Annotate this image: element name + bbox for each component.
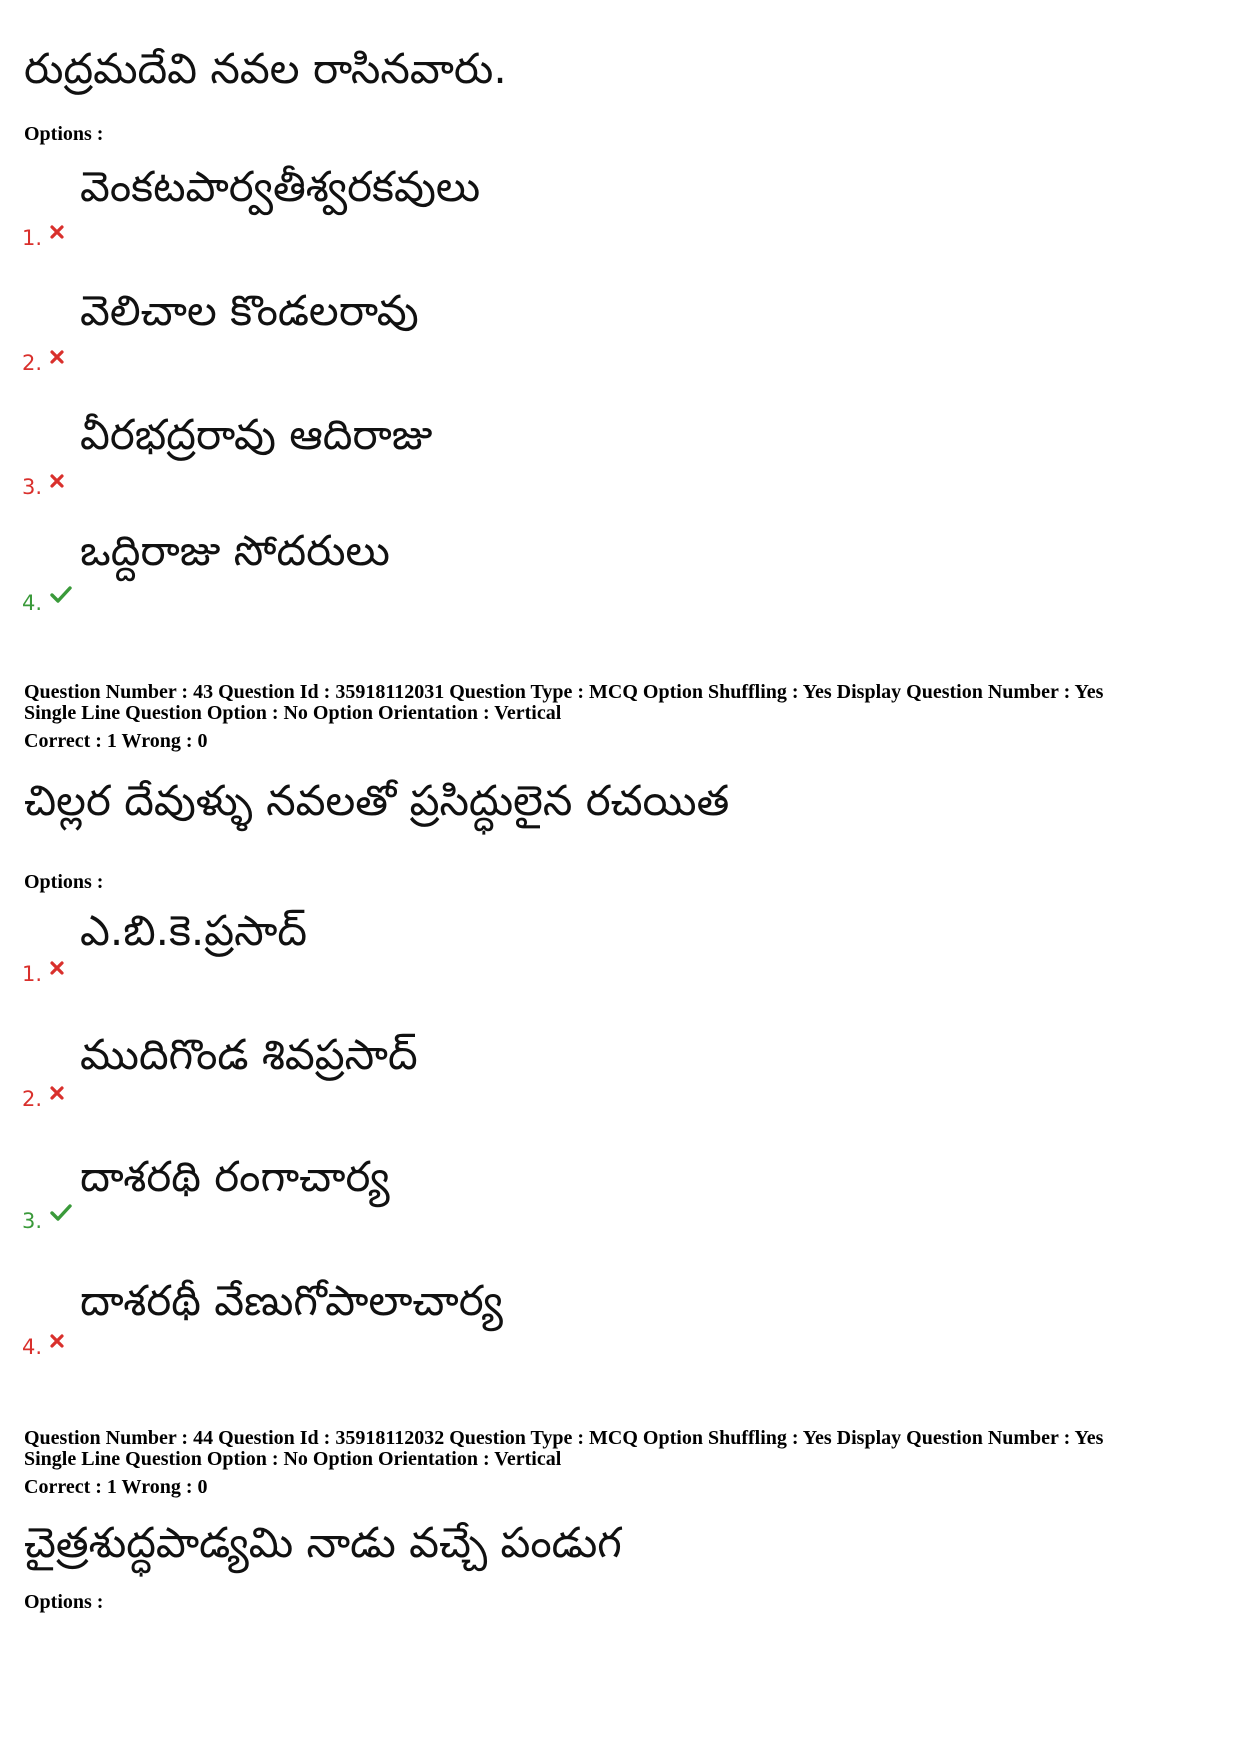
q43-meta-line-1: Question Number : 43 Question Id : 35918112031 Question Type : MCQ Option Shuffling : Yes Display Question Number : Yes (24, 681, 1104, 703)
q42-option-3-number: 3. (22, 471, 64, 498)
q42-option-1-text: వెంకటపార్వతీశ్వరకవులు (80, 162, 481, 211)
cross-icon (50, 958, 64, 979)
options-label: Options : (24, 1591, 104, 1613)
q43-option-1-text: ఎ.బి.కె.ప్రసాద్ (80, 906, 308, 955)
question-44-text: చైత్రశుద్ధపాడ్యమి నాడు వచ్చే పండుగ (24, 1518, 622, 1567)
q42-option-4-text: ఒద్దిరాజు సోదరులు (80, 526, 390, 575)
q43-meta-line-2: Single Line Question Option : No Option Orientation : Vertical (24, 702, 562, 724)
check-icon (50, 586, 72, 608)
q42-option-4-number: 4. (22, 586, 72, 614)
cross-icon (50, 347, 64, 368)
q43-option-1-number: 1. (22, 958, 64, 985)
question-42-text: రుద్రమదేవి నవల రాసినవారు. (24, 44, 507, 93)
q42-option-2-text: వెలిచాల కొండలరావు (80, 286, 419, 335)
cross-icon (50, 1083, 64, 1104)
q43-option-3-text: దాశరథి రంగాచార్య (80, 1152, 390, 1201)
q43-marks: Correct : 1 Wrong : 0 (24, 730, 208, 752)
cross-icon (50, 222, 64, 243)
q42-option-2-number: 2. (22, 347, 64, 374)
q42-option-1-number: 1. (22, 222, 64, 249)
q43-option-2-text: ముదిగొండ శివప్రసాద్ (80, 1030, 418, 1079)
q43-option-4-number: 4. (22, 1331, 64, 1358)
question-43-text: చిల్లర దేవుళ్ళు నవలతో ప్రసిద్ధులైన రచయిత (24, 776, 730, 825)
options-label: Options : (24, 123, 104, 145)
q44-marks: Correct : 1 Wrong : 0 (24, 1476, 208, 1498)
cross-icon (50, 471, 64, 492)
q42-option-3-text: వీరభద్రరావు ఆదిరాజు (80, 410, 433, 459)
q43-option-3-number: 3. (22, 1204, 72, 1232)
q44-meta-line-1: Question Number : 44 Question Id : 35918112032 Question Type : MCQ Option Shuffling : Yes Display Question Number : Yes (24, 1427, 1104, 1449)
q43-option-4-text: దాశరథీ వేణుగోపాలాచార్య (80, 1276, 503, 1325)
cross-icon (50, 1331, 64, 1352)
q43-option-2-number: 2. (22, 1083, 64, 1110)
check-icon (50, 1204, 72, 1226)
q44-meta-line-2: Single Line Question Option : No Option Orientation : Vertical (24, 1448, 562, 1470)
options-label: Options : (24, 871, 104, 893)
